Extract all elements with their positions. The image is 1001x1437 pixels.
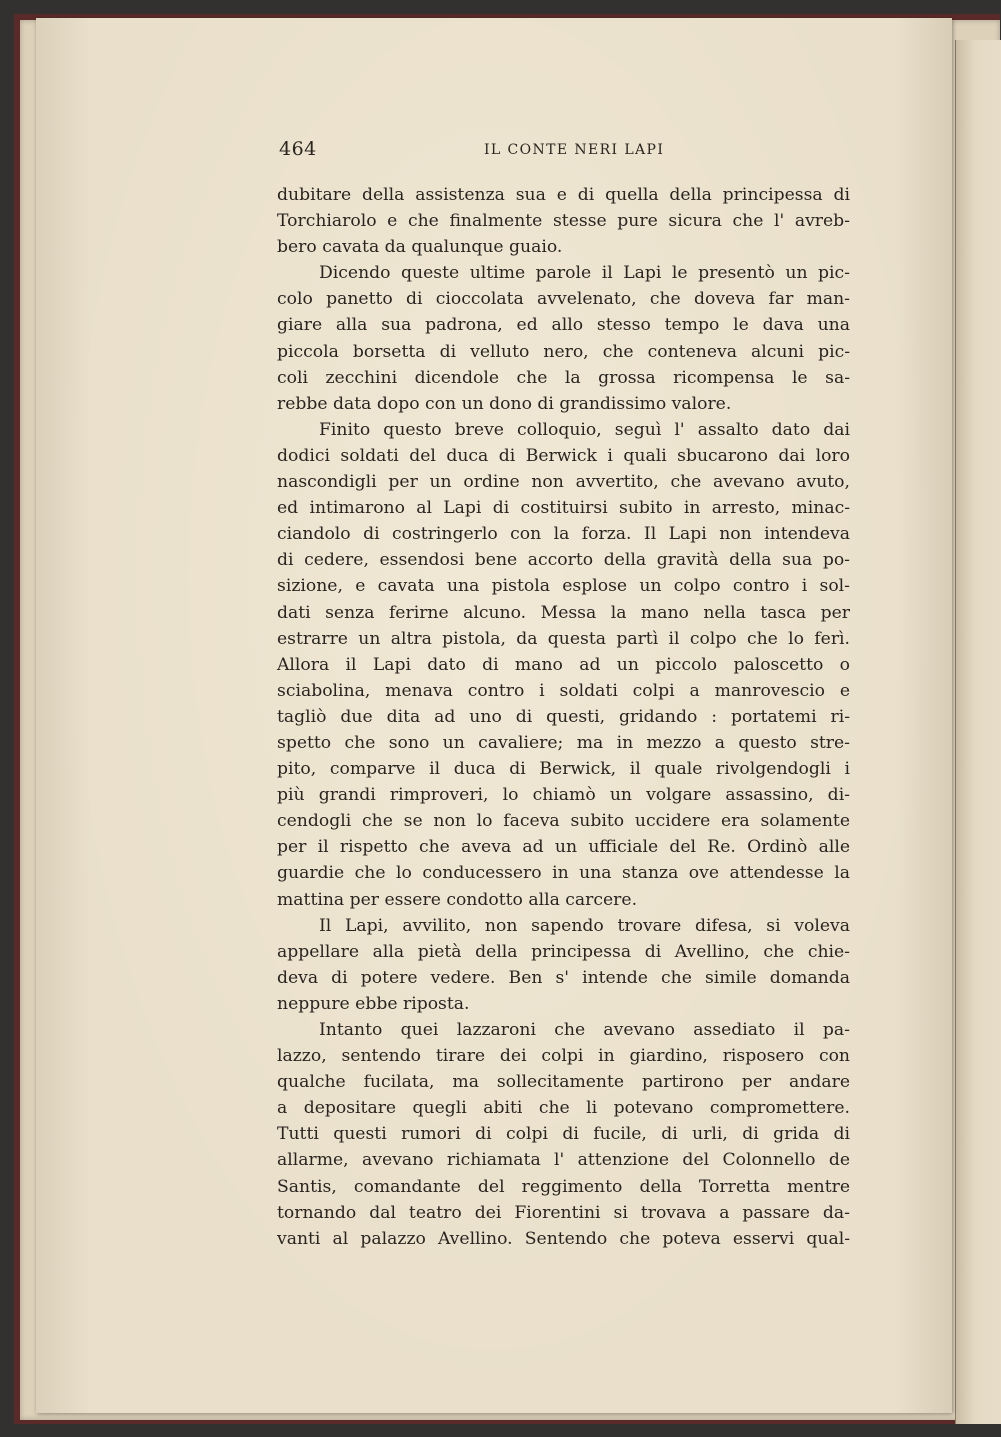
text-line: Intanto quei lazzaroni che avevano assediato il pa- <box>319 1020 850 1040</box>
text-line: Dicendo queste ultime parole il Lapi le presentò un pic- <box>319 263 850 284</box>
text-line: Allora il Lapi dato di mano ad un piccolo paloscetto o <box>277 654 850 675</box>
text-line: guardie che lo conducessero in una stanza ove attendesse la <box>277 863 850 884</box>
text-line: Tutti questi rumori di colpi di fucile, di urli, di grida di <box>277 1124 850 1145</box>
text-line: rebbe data dopo con un dono di grandissimo valore. <box>277 393 732 414</box>
text-line: vanti al palazzo Avellino. Sentendo che poteva esservi qual- <box>277 1228 850 1249</box>
text-line: cendogli che se non lo faceva subito uccidere era solamente <box>277 811 850 832</box>
text-line: piccola borsetta di velluto nero, che conteneva alcuni pic- <box>277 341 850 362</box>
page-number: 464 <box>279 138 317 160</box>
facing-page-edge <box>955 40 1001 1424</box>
text-line: allarme, avevano richiamata l' attenzione del Colonnello de <box>277 1150 850 1171</box>
text-line: spetto che sono un cavaliere; ma in mezzo a questo stre- <box>277 732 850 753</box>
text-line: a depositare quegli abiti che li potevano compromettere. <box>277 1098 850 1119</box>
text-line: tornando dal teatro dei Fiorentini si trovava a passare da- <box>277 1202 850 1223</box>
text-line: qualche fucilata, ma sollecitamente partirono per andare <box>277 1072 850 1093</box>
text-line: lazzo, sentendo tirare dei colpi in giardino, risposero con <box>277 1046 850 1067</box>
text-line: mattina per essere condotto alla carcere. <box>277 889 638 910</box>
text-line: di cedere, essendosi bene accorto della gravità della sua po- <box>277 550 850 571</box>
text-line: sciabolina, menava contro i soldati colpi a manrovescio e <box>277 680 850 701</box>
text-line: Il Lapi, avvilito, non sapendo trovare difesa, si voleva <box>319 915 850 936</box>
text-line: Finito questo breve colloquio, seguì l' assalto dato dai <box>319 419 850 440</box>
text-line: più grandi rimproveri, lo chiamò un volgare assassino, di- <box>277 785 850 806</box>
text-line: ciandolo di costringerlo con la forza. Il Lapi non intendeva <box>277 524 850 545</box>
text-line: colo panetto di cioccolata avvelenato, che doveva far man- <box>277 289 850 310</box>
text-line: Santis, comandante del reggimento della Torretta mentre <box>277 1176 850 1197</box>
running-head <box>279 138 849 164</box>
text-line: bero cavata da qualunque guaio. <box>277 237 563 258</box>
text-line: ed intimarono al Lapi di costituirsi subito in arresto, minac- <box>277 498 850 519</box>
body-text <box>277 182 850 1252</box>
text-line: coli zecchini dicendole che la grossa ricompensa le sa- <box>277 367 850 388</box>
text-line: deva di potere vedere. Ben s' intende che simile domanda <box>277 967 850 988</box>
text-line: giare alla sua padrona, ed allo stesso tempo le dava una <box>277 315 850 336</box>
text-line: per il rispetto che aveva ad un ufficiale del Re. Ordinò alle <box>277 837 850 858</box>
text-line: neppure ebbe riposta. <box>277 993 470 1014</box>
text-line: dati senza ferirne alcuno. Messa la mano nella tasca per <box>277 602 850 623</box>
text-line: pito, comparve il duca di Berwick, il quale rivolgendogli i <box>277 759 850 780</box>
text-line: Torchiarolo e che finalmente stesse pure sicura che l' avreb- <box>277 211 850 232</box>
text-line: sizione, e cavata una pistola esplose un colpo contro i sol- <box>277 576 850 597</box>
text-line: dubitare della assistenza sua e di quella della principessa di <box>277 185 850 205</box>
text-line: appellare alla pietà della principessa di Avellino, che chie- <box>277 941 850 962</box>
text-line: estrarre un altra pistola, da questa partì il colpo che lo ferì. <box>277 628 850 649</box>
text-line: tagliò due dita ad uno di questi, gridando : portatemi ri- <box>277 706 850 727</box>
running-title: IL CONTE NERI LAPI <box>484 142 665 158</box>
text-line: nascondigli per un ordine non avvertito, che avevano avuto, <box>277 472 850 493</box>
text-line: dodici soldati del duca di Berwick i quali sbucarono dai loro <box>277 445 850 466</box>
